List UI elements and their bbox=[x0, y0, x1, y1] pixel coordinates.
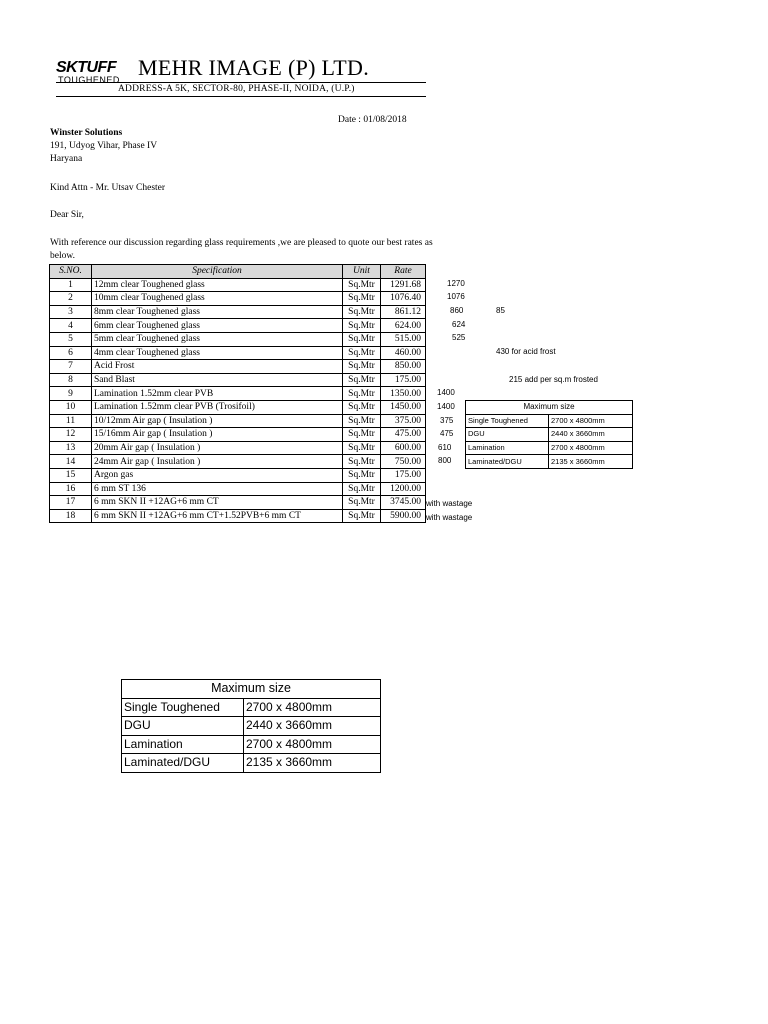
row-specification: 6mm clear Toughened glass bbox=[92, 319, 343, 333]
table-row bbox=[50, 496, 426, 510]
row-sno: 11 bbox=[50, 414, 92, 428]
row-sno: 9 bbox=[50, 387, 92, 401]
note-row3-extra: 85 bbox=[496, 306, 505, 315]
note-row6: 430 for acid frost bbox=[496, 347, 556, 356]
row-rate: 375.00 bbox=[381, 414, 426, 428]
row-rate: 515.00 bbox=[381, 332, 426, 346]
table-row bbox=[466, 414, 633, 428]
row-rate: 3745.00 bbox=[381, 496, 426, 510]
attention-line: Kind Attn - Mr. Utsav Chester bbox=[50, 183, 166, 193]
note-row5: 525 bbox=[452, 333, 466, 342]
row-unit: Sq.Mtr bbox=[343, 428, 381, 442]
table-row bbox=[50, 332, 426, 346]
table-row bbox=[50, 305, 426, 319]
note-row18: with wastage bbox=[426, 513, 473, 522]
row-unit: Sq.Mtr bbox=[343, 292, 381, 306]
row-specification: Acid Frost bbox=[92, 360, 343, 374]
row-sno: 4 bbox=[50, 319, 92, 333]
note-row8: 215 add per sq.m frosted bbox=[509, 375, 598, 384]
col-header-sno: S.NO. bbox=[50, 265, 92, 279]
row-specification: 20mm Air gap ( Insulation ) bbox=[92, 441, 343, 455]
row-unit: Sq.Mtr bbox=[343, 400, 381, 414]
row-sno: 13 bbox=[50, 441, 92, 455]
note-row3: 860 bbox=[450, 306, 464, 315]
row-specification: Lamination 1.52mm clear PVB (Trosifoil) bbox=[92, 400, 343, 414]
row-specification: 4mm clear Toughened glass bbox=[92, 346, 343, 360]
table-row bbox=[466, 455, 633, 469]
size-value: 2135 x 3660mm bbox=[244, 754, 381, 773]
row-sno: 18 bbox=[50, 509, 92, 523]
row-unit: Sq.Mtr bbox=[343, 278, 381, 292]
table-row bbox=[50, 482, 426, 496]
row-unit: Sq.Mtr bbox=[343, 360, 381, 374]
row-specification: 24mm Air gap ( Insulation ) bbox=[92, 455, 343, 469]
max-size-title-small: Maximum size bbox=[466, 401, 633, 415]
table-row bbox=[122, 754, 381, 773]
table-row bbox=[466, 428, 633, 442]
size-type: Lamination bbox=[122, 735, 244, 754]
row-sno: 7 bbox=[50, 360, 92, 374]
size-type: DGU bbox=[466, 428, 549, 442]
size-value: 2700 x 4800mm bbox=[549, 441, 633, 455]
row-unit: Sq.Mtr bbox=[343, 373, 381, 387]
row-specification: 6 mm SKN II +12AG+6 mm CT bbox=[92, 496, 343, 510]
note-row9: 1400 bbox=[437, 388, 455, 397]
row-sno: 1 bbox=[50, 278, 92, 292]
table-row bbox=[122, 735, 381, 754]
table-row bbox=[50, 373, 426, 387]
row-sno: 10 bbox=[50, 400, 92, 414]
max-size-title-large: Maximum size bbox=[122, 680, 381, 699]
rates-table bbox=[49, 264, 426, 523]
row-sno: 2 bbox=[50, 292, 92, 306]
size-value: 2440 x 3660mm bbox=[244, 717, 381, 736]
row-rate: 175.00 bbox=[381, 373, 426, 387]
table-row bbox=[50, 441, 426, 455]
note-row11: 375 bbox=[440, 416, 454, 425]
table-row bbox=[50, 455, 426, 469]
size-type: Laminated/DGU bbox=[122, 754, 244, 773]
size-value: 2135 x 3660mm bbox=[549, 455, 633, 469]
row-rate: 1291.68 bbox=[381, 278, 426, 292]
intro-paragraph: With reference our discussion regarding glass requirements ,we are pleased to quote our best rates as below. bbox=[50, 238, 433, 261]
quote-date: Date : 01/08/2018 bbox=[338, 115, 407, 125]
size-value: 2700 x 4800mm bbox=[244, 735, 381, 754]
row-unit: Sq.Mtr bbox=[343, 387, 381, 401]
logo-subtext: TOUGHENED bbox=[58, 75, 120, 85]
row-unit: Sq.Mtr bbox=[343, 455, 381, 469]
max-size-table-small bbox=[465, 400, 633, 469]
table-row bbox=[50, 428, 426, 442]
row-unit: Sq.Mtr bbox=[343, 482, 381, 496]
table-row bbox=[50, 414, 426, 428]
note-row4: 624 bbox=[452, 320, 466, 329]
size-type: Lamination bbox=[466, 441, 549, 455]
max-size-table-large bbox=[121, 679, 381, 773]
row-rate: 1450.00 bbox=[381, 400, 426, 414]
size-type: DGU bbox=[122, 717, 244, 736]
row-unit: Sq.Mtr bbox=[343, 319, 381, 333]
row-specification: 12mm clear Toughened glass bbox=[92, 278, 343, 292]
row-specification: 15/16mm Air gap ( Insulation ) bbox=[92, 428, 343, 442]
row-rate: 850.00 bbox=[381, 360, 426, 374]
row-specification: 10mm clear Toughened glass bbox=[92, 292, 343, 306]
col-header-unit: Unit bbox=[343, 265, 381, 279]
row-specification: Argon gas bbox=[92, 468, 343, 482]
table-header-row bbox=[50, 265, 426, 279]
row-rate: 750.00 bbox=[381, 455, 426, 469]
row-specification: Sand Blast bbox=[92, 373, 343, 387]
row-sno: 8 bbox=[50, 373, 92, 387]
row-unit: Sq.Mtr bbox=[343, 346, 381, 360]
row-specification: 6 mm SKN II +12AG+6 mm CT+1.52PVB+6 mm CT bbox=[92, 509, 343, 523]
row-unit: Sq.Mtr bbox=[343, 509, 381, 523]
size-value: 2700 x 4800mm bbox=[549, 414, 633, 428]
header-rule-bottom bbox=[56, 96, 426, 97]
header-rule-top bbox=[56, 82, 426, 83]
table-row bbox=[466, 441, 633, 455]
size-value: 2440 x 3660mm bbox=[549, 428, 633, 442]
note-row13: 610 bbox=[438, 443, 452, 452]
row-unit: Sq.Mtr bbox=[343, 496, 381, 510]
row-rate: 5900.00 bbox=[381, 509, 426, 523]
note-row1: 1270 bbox=[447, 279, 465, 288]
size-type: Laminated/DGU bbox=[466, 455, 549, 469]
col-header-specification: Specification bbox=[92, 265, 343, 279]
row-rate: 1076.40 bbox=[381, 292, 426, 306]
table-row bbox=[50, 400, 426, 414]
size-type: Single Toughened bbox=[466, 414, 549, 428]
row-rate: 460.00 bbox=[381, 346, 426, 360]
row-specification: Lamination 1.52mm clear PVB bbox=[92, 387, 343, 401]
row-sno: 5 bbox=[50, 332, 92, 346]
col-header-rate: Rate bbox=[381, 265, 426, 279]
row-sno: 16 bbox=[50, 482, 92, 496]
note-row17: with wastage bbox=[426, 499, 473, 508]
row-unit: Sq.Mtr bbox=[343, 414, 381, 428]
company-address: ADDRESS-A 5K, SECTOR-80, PHASE-II, NOIDA, (U.P.) bbox=[118, 84, 355, 94]
row-sno: 14 bbox=[50, 455, 92, 469]
size-type: Single Toughened bbox=[122, 698, 244, 717]
row-sno: 6 bbox=[50, 346, 92, 360]
row-sno: 15 bbox=[50, 468, 92, 482]
table-row bbox=[50, 468, 426, 482]
table-row bbox=[50, 319, 426, 333]
row-rate: 600.00 bbox=[381, 441, 426, 455]
row-rate: 861.12 bbox=[381, 305, 426, 319]
recipient-name: Winster Solutions bbox=[50, 128, 123, 138]
company-logo: SKTUFF bbox=[56, 59, 117, 76]
table-row bbox=[50, 278, 426, 292]
row-specification: 6 mm ST 136 bbox=[92, 482, 343, 496]
size-value: 2700 x 4800mm bbox=[244, 698, 381, 717]
table-row bbox=[50, 360, 426, 374]
table-row bbox=[50, 387, 426, 401]
row-unit: Sq.Mtr bbox=[343, 468, 381, 482]
note-row14: 800 bbox=[438, 456, 452, 465]
row-sno: 12 bbox=[50, 428, 92, 442]
row-rate: 1200.00 bbox=[381, 482, 426, 496]
row-rate: 475.00 bbox=[381, 428, 426, 442]
table-row bbox=[50, 292, 426, 306]
salutation: Dear Sir, bbox=[50, 210, 84, 220]
row-unit: Sq.Mtr bbox=[343, 305, 381, 319]
company-name: MEHR IMAGE (P) LTD. bbox=[138, 55, 369, 80]
row-specification: 8mm clear Toughened glass bbox=[92, 305, 343, 319]
note-row2: 1076 bbox=[447, 292, 465, 301]
row-sno: 3 bbox=[50, 305, 92, 319]
recipient-block bbox=[50, 127, 157, 166]
table-row bbox=[122, 717, 381, 736]
table-row bbox=[122, 698, 381, 717]
row-specification: 5mm clear Toughened glass bbox=[92, 332, 343, 346]
table-row bbox=[50, 346, 426, 360]
row-rate: 175.00 bbox=[381, 468, 426, 482]
row-specification: 10/12mm Air gap ( Insulation ) bbox=[92, 414, 343, 428]
note-row10: 1400 bbox=[437, 402, 455, 411]
row-unit: Sq.Mtr bbox=[343, 441, 381, 455]
table-row bbox=[50, 509, 426, 523]
row-unit: Sq.Mtr bbox=[343, 332, 381, 346]
row-sno: 17 bbox=[50, 496, 92, 510]
note-row12: 475 bbox=[440, 429, 454, 438]
recipient-address-line1: 191, Udyog Vihar, Phase IV bbox=[50, 141, 158, 151]
row-rate: 624.00 bbox=[381, 319, 426, 333]
row-rate: 1350.00 bbox=[381, 387, 426, 401]
recipient-address-line2: Haryana bbox=[50, 154, 83, 164]
